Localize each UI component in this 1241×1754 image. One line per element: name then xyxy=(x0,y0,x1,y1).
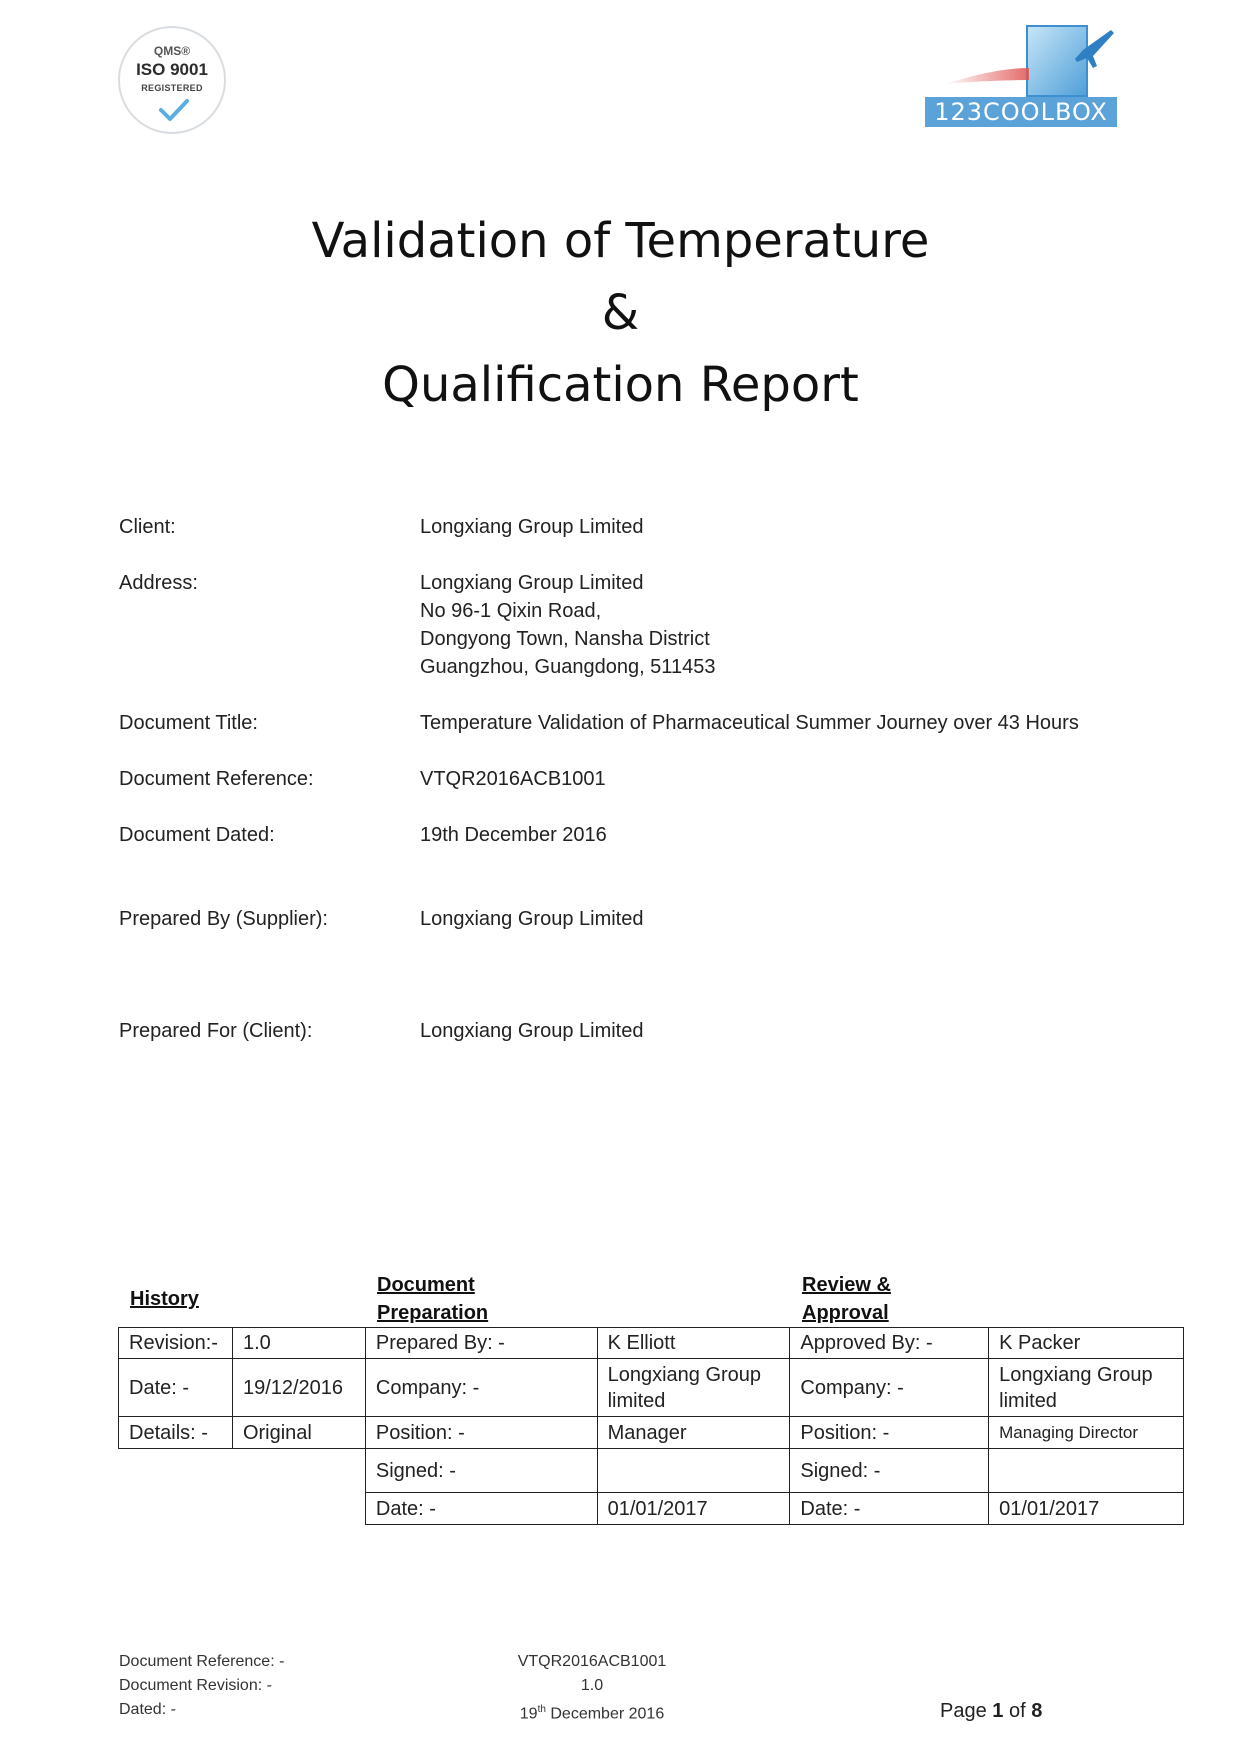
table-cell xyxy=(597,1449,790,1493)
table-cell: Details: - xyxy=(119,1417,233,1449)
table-cell: Signed: - xyxy=(365,1449,597,1493)
coolbox-logo-text: 123COOLBOX xyxy=(925,97,1117,127)
doc-prep-header-line: Document xyxy=(377,1274,475,1296)
checkmark-icon xyxy=(158,98,190,122)
table-cell xyxy=(232,1449,365,1493)
approval-table xyxy=(118,1327,1184,1525)
table-cell: 01/01/2017 xyxy=(597,1493,790,1525)
address-label: Address: xyxy=(119,572,198,594)
table-cell xyxy=(119,1449,233,1493)
table-cell xyxy=(232,1493,365,1525)
table-row xyxy=(119,1417,1184,1449)
footer-labels xyxy=(119,1650,284,1722)
footer-dated-value xyxy=(442,1698,742,1726)
review-header-line: Review & xyxy=(802,1274,891,1296)
footer-dated-label: Dated: - xyxy=(119,1701,176,1718)
table-cell: K Elliott xyxy=(597,1328,790,1359)
table-cell: Longxiang Group limited xyxy=(989,1359,1184,1417)
table-cell: Manager xyxy=(597,1417,790,1449)
table-cell: Position: - xyxy=(790,1417,989,1449)
table-cell: Revision:- xyxy=(119,1328,233,1359)
address-value xyxy=(420,569,715,681)
table-cell: Approved By: - xyxy=(790,1328,989,1359)
address-line: No 96-1 Qixin Road, xyxy=(420,600,602,622)
doc-prep-header xyxy=(377,1271,488,1327)
footer-values xyxy=(442,1650,742,1726)
table-cell: Date: - xyxy=(365,1493,597,1525)
prepared-by-label: Prepared By (Supplier): xyxy=(119,908,328,930)
client-value: Longxiang Group Limited xyxy=(420,516,644,538)
page-of: of xyxy=(1003,1700,1032,1722)
registered-label: REGISTERED xyxy=(141,83,203,93)
footer-rev-label: Document Revision: - xyxy=(119,1677,272,1694)
iso-label: ISO 9001 xyxy=(136,60,208,79)
title-line-1: Validation of Temperature xyxy=(311,213,930,269)
footer-rev-value: 1.0 xyxy=(580,1677,604,1694)
footer-ref-value: VTQR2016ACB1001 xyxy=(517,1653,667,1670)
title-line-3: Qualification Report xyxy=(382,357,859,413)
doc-dated-value: 19th December 2016 xyxy=(420,824,607,846)
footer-dated-rest: December 2016 xyxy=(545,1705,665,1723)
prepared-for-label: Prepared For (Client): xyxy=(119,1020,313,1042)
qms-label: QMS® xyxy=(153,44,191,58)
table-cell: Managing Director xyxy=(989,1417,1184,1449)
document-title xyxy=(0,205,1241,421)
page-number xyxy=(940,1700,1042,1723)
table-cell: Date: - xyxy=(119,1359,233,1417)
prepared-for-value: Longxiang Group Limited xyxy=(420,1020,644,1042)
table-cell: Company: - xyxy=(790,1359,989,1417)
table-cell: 19/12/2016 xyxy=(232,1359,365,1417)
prepared-by-value: Longxiang Group Limited xyxy=(420,908,644,930)
doc-title-label: Document Title: xyxy=(119,712,258,734)
page-current: 1 xyxy=(992,1700,1004,1722)
table-cell: Company: - xyxy=(365,1359,597,1417)
table-cell: Prepared By: - xyxy=(365,1328,597,1359)
doc-ref-value: VTQR2016ACB1001 xyxy=(420,768,606,790)
review-header xyxy=(802,1271,891,1327)
doc-title-value: Temperature Validation of Pharmaceutical Summer Journey over 43 Hours xyxy=(420,712,1079,734)
client-label: Client: xyxy=(119,516,176,538)
doc-prep-header-line: Preparation xyxy=(377,1302,489,1324)
footer-ref-label: Document Reference: - xyxy=(119,1653,285,1670)
table-row xyxy=(119,1449,1184,1493)
page-prefix: Page xyxy=(940,1700,993,1722)
table-row xyxy=(119,1359,1184,1417)
address-line: Guangzhou, Guangdong, 511453 xyxy=(420,656,716,678)
doc-ref-label: Document Reference: xyxy=(119,768,314,790)
history-header: History xyxy=(130,1288,199,1310)
coolbox-logo xyxy=(925,22,1120,127)
table-cell xyxy=(119,1493,233,1525)
address-line: Dongyong Town, Nansha District xyxy=(420,628,710,650)
table-cell: 1.0 xyxy=(232,1328,365,1359)
table-cell xyxy=(989,1449,1184,1493)
table-cell: Date: - xyxy=(790,1493,989,1525)
table-cell: 01/01/2017 xyxy=(989,1493,1184,1525)
footer-dated-day: 19 xyxy=(519,1705,538,1723)
coolbox-emblem-icon xyxy=(925,22,1120,102)
table-cell: K Packer xyxy=(989,1328,1184,1359)
table-row xyxy=(119,1493,1184,1525)
table-cell: Original xyxy=(232,1417,365,1449)
page-total: 8 xyxy=(1031,1700,1043,1722)
table-cell: Longxiang Group limited xyxy=(597,1359,790,1417)
table-cell: Signed: - xyxy=(790,1449,989,1493)
title-line-2: & xyxy=(601,285,640,341)
footer-dated-suffix: th xyxy=(537,1704,546,1715)
doc-dated-label: Document Dated: xyxy=(119,824,275,846)
table-row xyxy=(119,1328,1184,1359)
iso-9001-badge xyxy=(118,26,226,134)
address-line: Longxiang Group Limited xyxy=(420,572,644,594)
review-header-line: Approval xyxy=(802,1302,889,1324)
table-cell: Position: - xyxy=(365,1417,597,1449)
